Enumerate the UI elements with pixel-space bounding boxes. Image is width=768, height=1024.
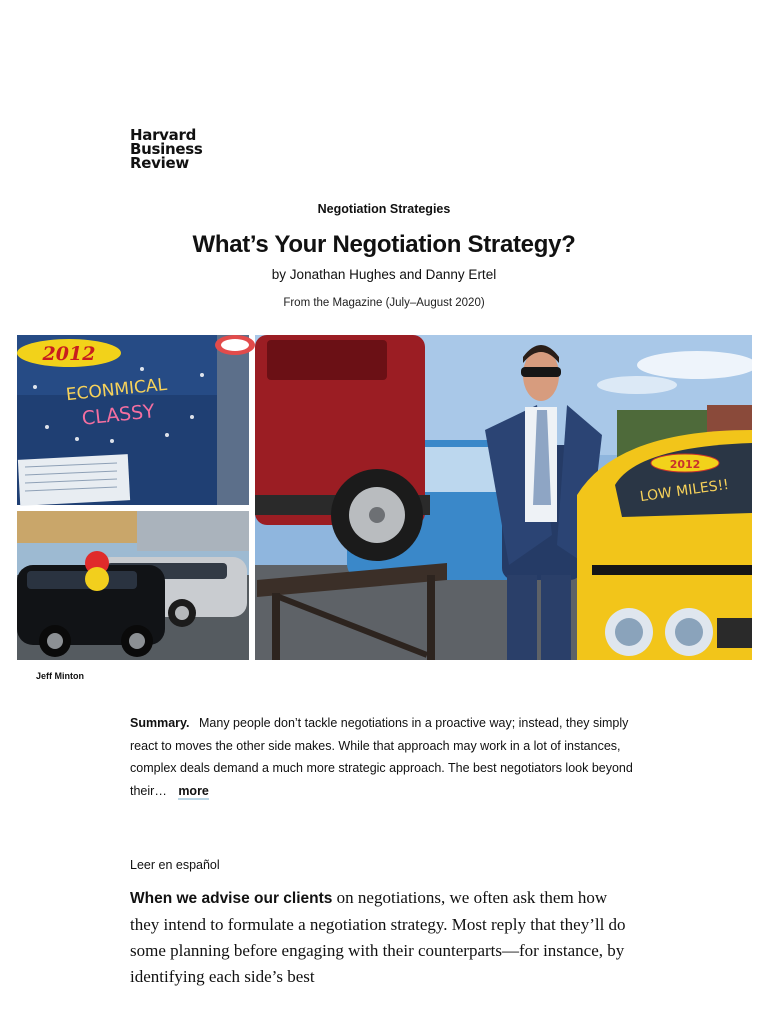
summary-label: Summary. [130,716,190,730]
magazine-issue: From the Magazine (July–August 2020) [283,297,485,309]
logo-line-business: Business [130,140,203,158]
logo-line-review: Review [130,154,189,172]
salesman-photo [255,335,752,660]
photo-credit: Jeff Minton [36,671,84,681]
windshield-text-2: CLASSY [80,400,156,430]
spanish-version-link[interactable]: Leer en español [130,858,220,872]
yellow-car-year: 2012 [669,458,701,471]
summary-text: Many people don’t tackle negotiations in a proactive way; instead, they simply react to moves the other side makes. While that approach may work in a lot of instances, complex deals demand a much more strategic approach. The best negotiators look beyond their… [130,716,633,799]
windshield-text-1: ECONMICAL [65,374,168,406]
hero-image [17,335,752,660]
hbr-logo[interactable] [130,128,203,170]
article-summary [130,712,640,803]
windshield-year: 2012 [42,343,96,365]
car-lot-photo [17,511,249,660]
article-body [130,885,640,990]
article-byline: by Jonathan Hughes and Danny Ertel [271,267,497,282]
summary-more-link[interactable]: more [178,784,209,799]
windshield-photo [17,335,255,506]
topic-link[interactable]: Negotiation Strategies [317,202,451,216]
body-lead: When we advise our clients [130,890,333,907]
article-title: What’s Your Negotiation Strategy? [192,231,576,258]
logo-line-harvard: Harvard [130,126,197,144]
yellow-car-text: LOW MILES!! [638,476,730,506]
body-paragraph: on negotiations, we often ask them how they intend to formulate a negotiation strategy. Most reply that they’ll do some planning before engaging with their counterparts—for instance, by identifying each side’s best [130,888,626,986]
